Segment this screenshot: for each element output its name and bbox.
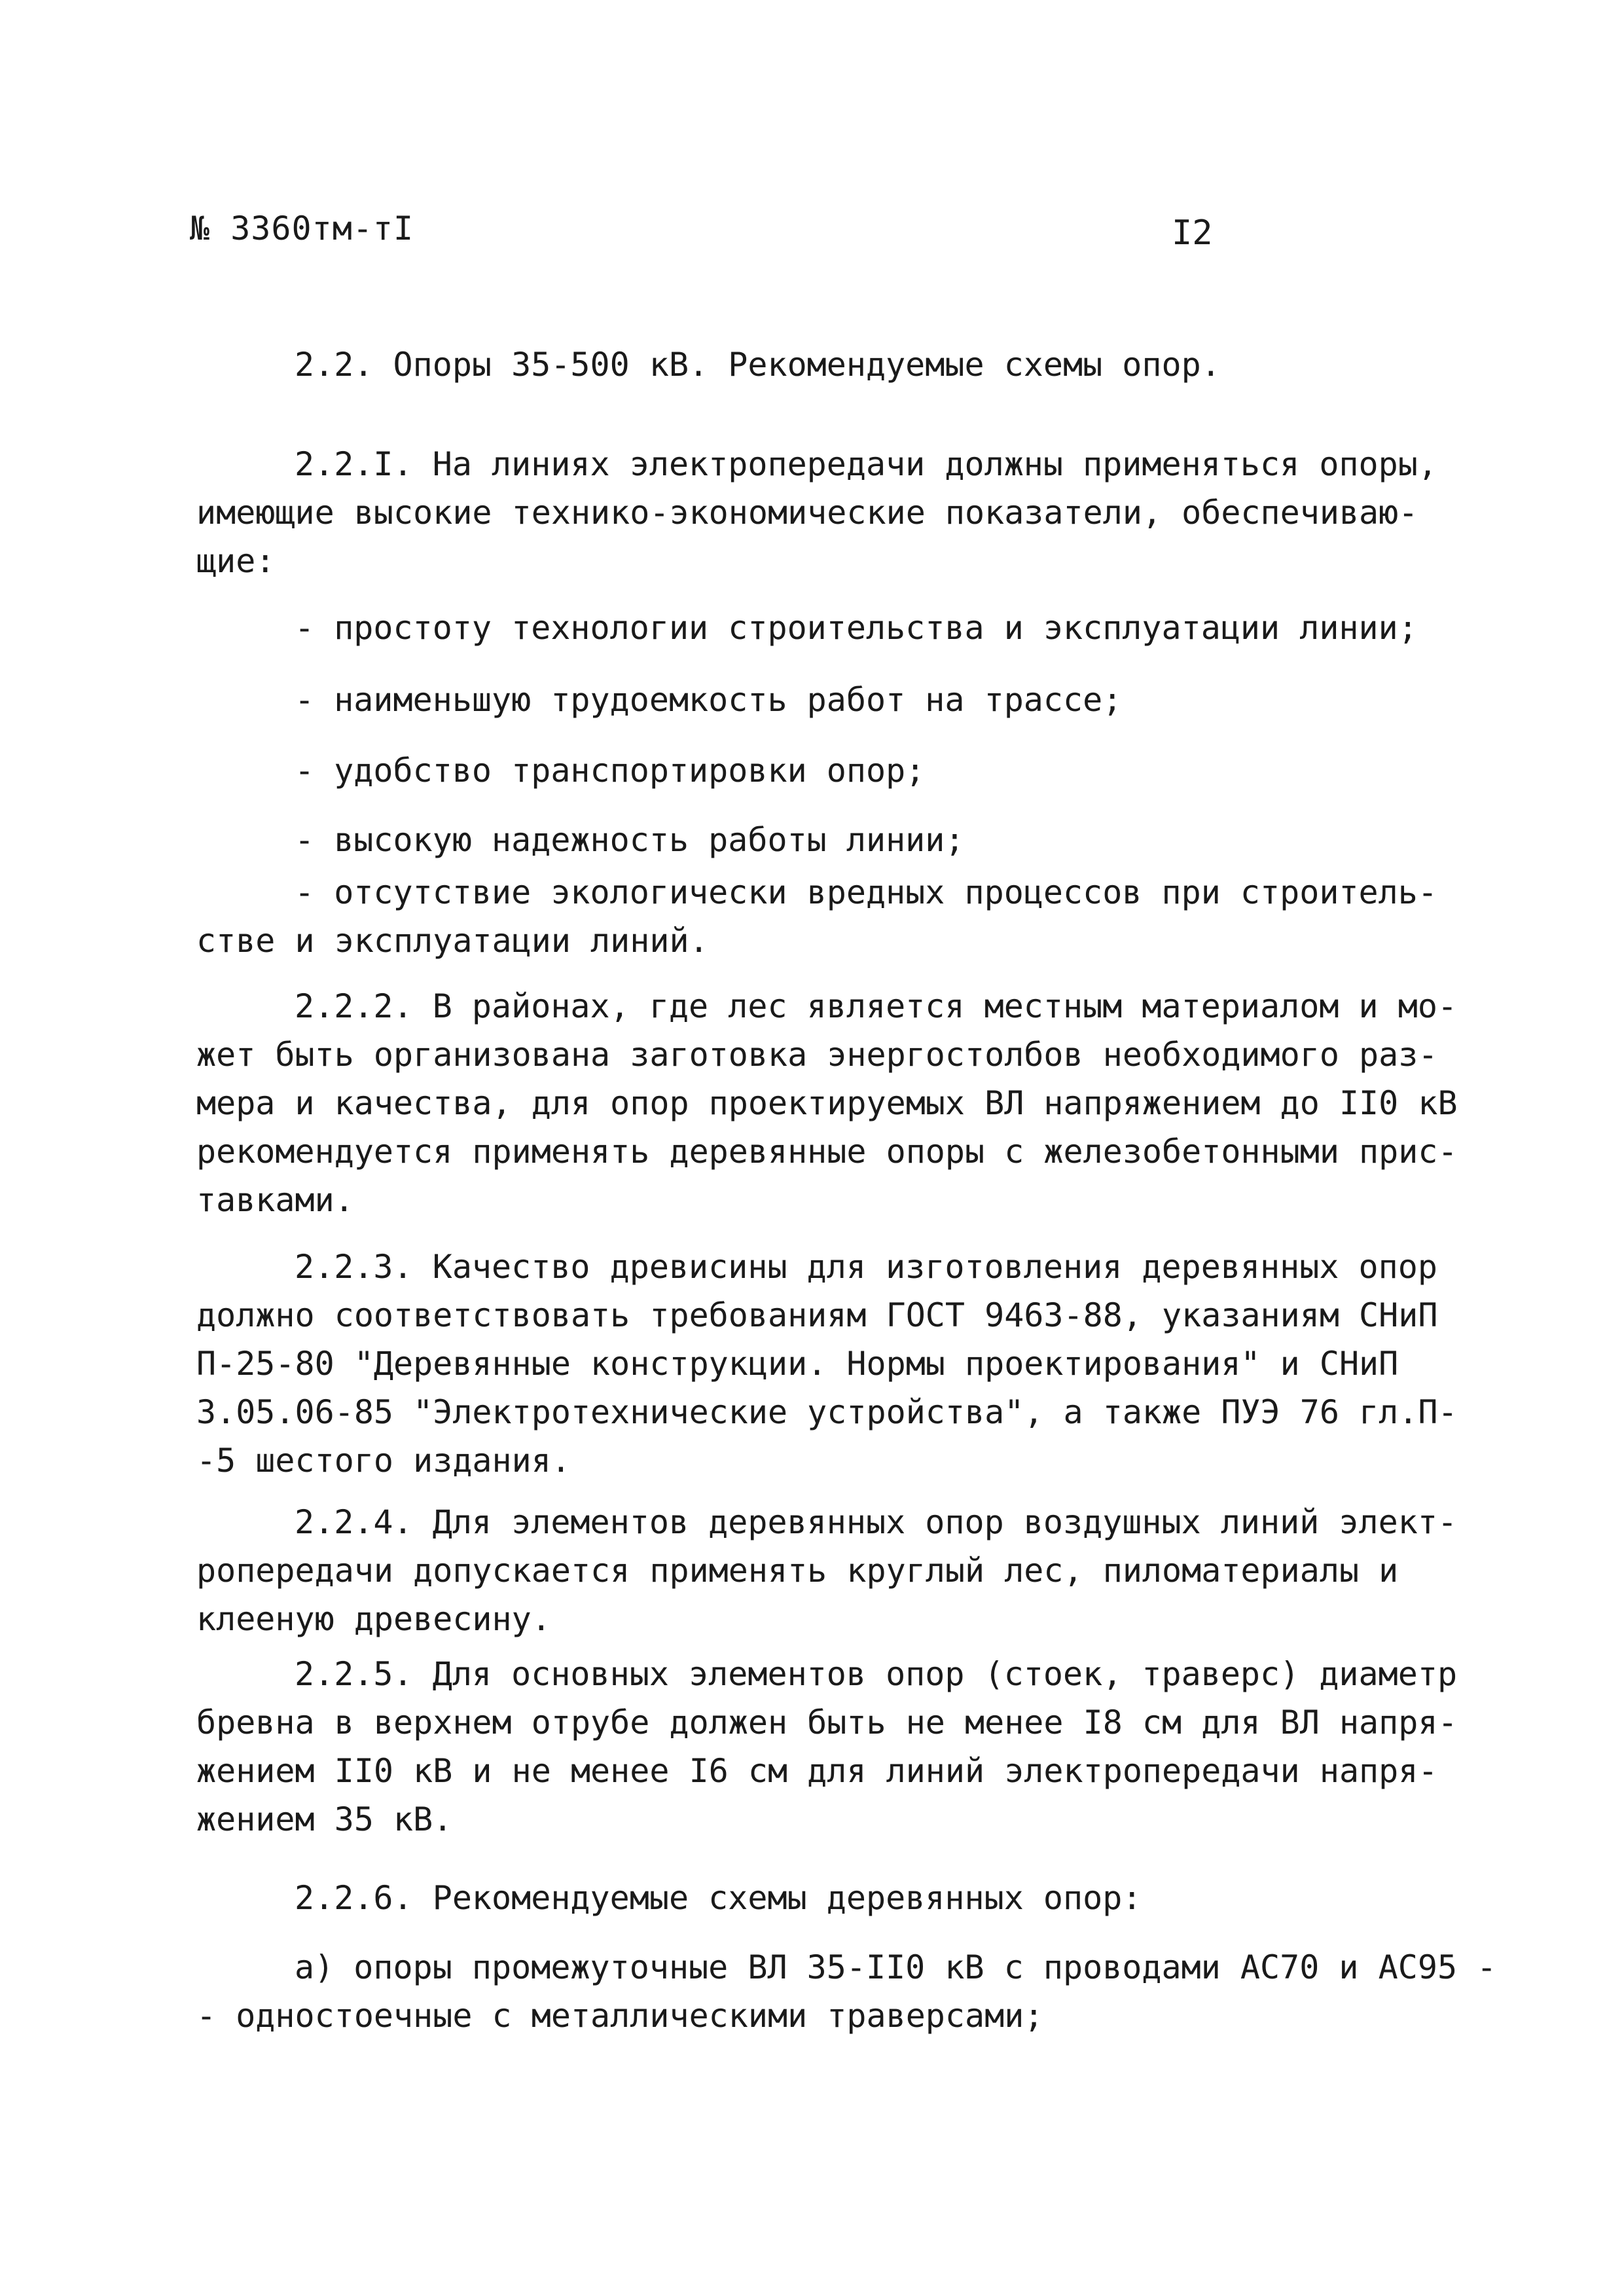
paragraph-line: П-25-80 "Деревянные конструкции. Нормы проектирования" и СНиП bbox=[196, 1345, 1399, 1383]
bullet-5 bbox=[196, 868, 1440, 965]
list-item: - отсутствие экологически вредных процессов при строитель- bbox=[295, 873, 1437, 911]
bullet-2 bbox=[196, 676, 1440, 724]
paragraph-line: 2.2.I. На линиях электропередачи должны применяться опоры, bbox=[295, 445, 1437, 483]
paragraph-line: жением II0 кВ и не менее I6 см для линий электропередачи напря- bbox=[196, 1752, 1438, 1790]
paragraph-line: 2.2.4. Для элементов деревянных опор воздушных линий элект- bbox=[295, 1503, 1458, 1541]
paragraph-2-2-4 bbox=[196, 1498, 1458, 1643]
page-number: I2 bbox=[1172, 213, 1213, 253]
paragraph-line: мера и качества, для опор проектируемых ВЛ напряжением до II0 кВ bbox=[196, 1084, 1458, 1122]
paragraph-line: имеющие высокие технико-экономические показатели, обеспечиваю- bbox=[196, 494, 1418, 532]
list-item: - высокую надежность работы линии; bbox=[295, 821, 965, 859]
paragraph-2-2-6-a bbox=[196, 1943, 1497, 2040]
paragraph-2-2-1 bbox=[196, 440, 1440, 585]
paragraph-line: щие: bbox=[196, 542, 276, 580]
paragraph-line: ропередачи допускается применять круглый лес, пиломатериалы и bbox=[196, 1552, 1399, 1590]
paragraph-2-2-5 bbox=[196, 1650, 1458, 1844]
document-number: № 3360тм-тI bbox=[190, 210, 414, 247]
bullet-3 bbox=[196, 746, 1440, 795]
list-item: - простоту технологии строительства и эксплуатации линии; bbox=[295, 609, 1418, 647]
bullet-1 bbox=[196, 604, 1440, 652]
bullet-4 bbox=[196, 816, 1440, 864]
list-item-continuation: стве и эксплуатации линий. bbox=[196, 922, 709, 960]
paragraph-line: бревна в верхнем отрубе должен быть не менее I8 см для ВЛ напря- bbox=[196, 1704, 1458, 1741]
paragraph-line: а) опоры промежуточные ВЛ 35-II0 кВ с проводами АС70 и АС95 - bbox=[295, 1948, 1497, 1986]
paragraph-2-2-2 bbox=[196, 982, 1458, 1224]
paragraph-line: клееную древесину. bbox=[196, 1600, 551, 1638]
paragraph-line: должно соответствовать требованиям ГОСТ 9463-88, указаниям СНиП bbox=[196, 1296, 1438, 1334]
section-title-block bbox=[196, 340, 1440, 389]
paragraph-2-2-6 bbox=[196, 1874, 1440, 1922]
paragraph-line: рекомендуется применять деревянные опоры с железобетонными прис- bbox=[196, 1133, 1458, 1171]
list-item: - удобство транспортировки опор; bbox=[295, 752, 926, 790]
list-item: - наименьшую трудоемкость работ на трассе; bbox=[295, 681, 1123, 719]
paragraph-line: -5 шестого издания. bbox=[196, 1442, 571, 1480]
paragraph-line: жением 35 кВ. bbox=[196, 1800, 453, 1838]
paragraph-line: - одностоечные с металлическими траверсами; bbox=[196, 1997, 1044, 2035]
paragraph-line: 2.2.5. Для основных элементов опор (стоек, траверс) диаметр bbox=[295, 1655, 1458, 1693]
paragraph-line: 2.2.2. В районах, где лес является местным материалом и мо- bbox=[295, 987, 1458, 1025]
paragraph-line: жет быть организована заготовка энергостолбов необходимого раз- bbox=[196, 1036, 1438, 1074]
paragraph-line: 2.2.6. Рекомендуемые схемы деревянных опор: bbox=[295, 1879, 1142, 1917]
section-title: 2.2. Опоры 35-500 кВ. Рекомендуемые схемы опор. bbox=[295, 346, 1221, 384]
paragraph-line: тавками. bbox=[196, 1181, 354, 1219]
paragraph-line: 3.05.06-85 "Электротехнические устройства", а также ПУЭ 76 гл.П- bbox=[196, 1393, 1458, 1431]
paragraph-2-2-3 bbox=[196, 1243, 1458, 1485]
paragraph-line: 2.2.3. Качество древисины для изготовления деревянных опор bbox=[295, 1248, 1437, 1286]
